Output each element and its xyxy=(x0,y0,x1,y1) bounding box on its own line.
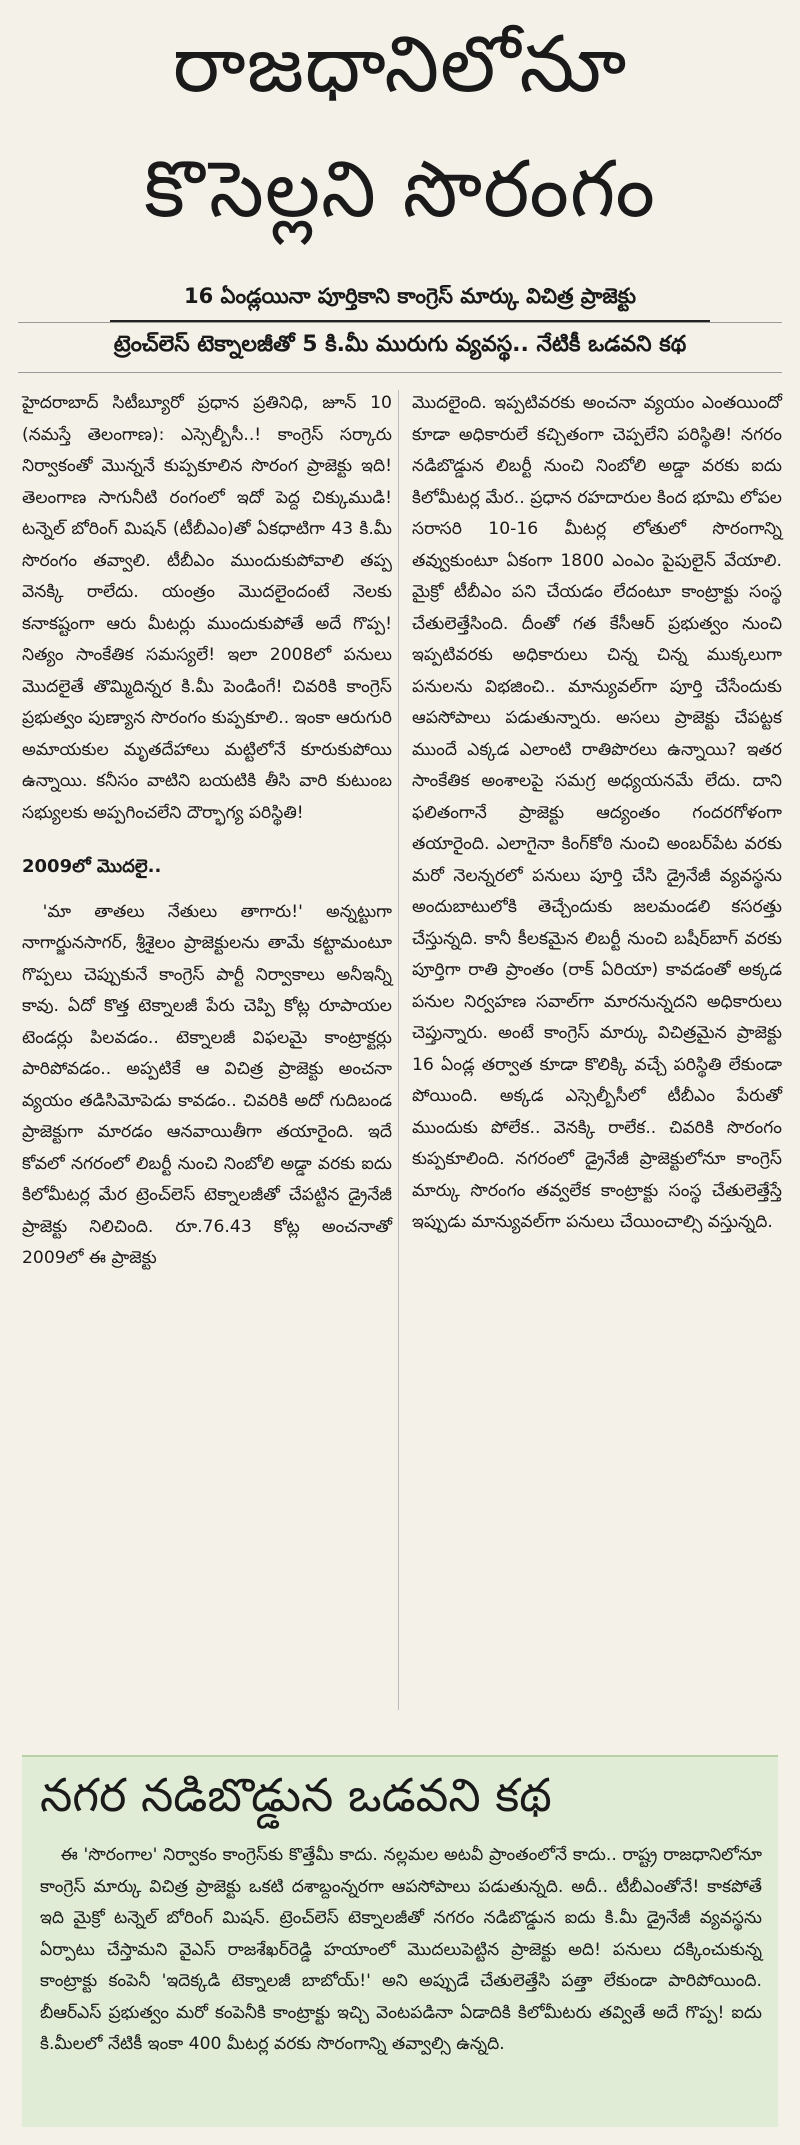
headline xyxy=(0,18,800,238)
sidebar-box-paragraph: ఈ 'సొరంగాల' నిర్వాకం కాంగ్రెస్‌కు కొత్తేమీ కాదు. నల్లమల అటవీ ప్రాంతంలోనే కాదు.. రాష్ట్ర రాజధానిలోనూ కాంగ్రెస్ మార్కు విచిత్ర ప్రాజెక్టు ఒకటి దశాబ్దంన్నరగా ఆపసోపాలు పడుతున్నది. అదీ.. టీబీఎంతోనే! కాకపోతే ఇది మైక్రో టన్నెల్ బోరింగ్ మిషన్. ట్రెంచ్‌లెస్ టెక్నాలజీతో నగరం నడిబొడ్డున ఐదు కి.మీ డ్రైనేజీ వ్యవస్థను ఏర్పాటు చేస్తామని వైఎస్ రాజశేఖర్‌రెడ్డి హయాంలో మొదలుపెట్టిన ప్రాజెక్టు అది! పనులు దక్కించుకున్న కాంట్రాక్టు కంపెనీ 'ఇదెక్కడి టెక్నాలజీ బాబోయ్!' అని అప్పుడే చేతులెత్తేసి పత్తా లేకుండా పారిపోయింది. బీఆర్‌ఎస్ ప్రభుత్వం మరో కంపెనీకి కాంట్రాక్టు ఇచ్చి వెంటపడినా ఏడాదికి కిలోమీటరు తవ్వితే అదే గొప్ప! ఐదు కి.మీలలో నేటికీ ఇంకా 400 మీటర్ల వరకు సొరంగాన్ని తవ్వాల్సి ఉన్నది. xyxy=(40,1845,762,2054)
left-paragraph-1: హైదరాబాద్ సిటీబ్యూరో ప్రధాన ప్రతినిధి, జూన్ 10 (నమస్తే తెలంగాణ): ఎస్సెల్బీసీ..! కాంగ్రెస్ సర్కారు నిర్వాకంతో మొన్ననే కుప్పకూలిన సొరంగ ప్రాజెక్టు ఇది! తెలంగాణ సాగునీటి రంగంలో ఇదో పెద్ద చిక్కుముడి! టన్నెల్ బోరింగ్ మిషన్ (టీబీఎం)తో ఏకధాటిగా 43 కి.మీ సొరంగం తవ్వాలి. టీబీఎం ముందుకుపోవాలి తప్ప వెనక్కి రాలేదు. యంత్రం మొదలైందంటే నెలకు కనాకష్టంగా ఆరు మీటర్లు ముందుకుపోతే అదే గొప్ప! నిత్యం సాంకేతిక సమస్యలే! ఇలా 2008లో పనులు మొదలైతే తొమ్మిదిన్నర కి.మీ పెండింగే! చివరికి కాంగ్రెస్ ప్రభుత్వం పుణ్యాన సొరంగం కుప్పకూలి.. ఇంకా ఆరుగురి అమాయకుల మృతదేహాలు మట్టిలోనే కూరుకుపోయి ఉన్నాయి. కనీసం వాటిని బయటికి తీసి వారి కుటుంబ సభ్యులకు అప్పగించలేని దౌర్భాగ్య పరిస్థితి! xyxy=(22,393,392,823)
headline-line-2: కొసెల్లని సొరంగం xyxy=(144,145,656,235)
article-column-right xyxy=(412,388,782,1239)
article-column-left xyxy=(22,388,392,1275)
headline-line-1: రాజధానిలోనూ xyxy=(172,20,628,110)
divider-deck xyxy=(18,372,782,373)
deck: ట్రెంచ్‌లెస్ టెక్నాలజీతో 5 కి.మీ మురుగు వ్యవస్థ.. నేటికీ ఒడవని కథ xyxy=(113,332,687,357)
divider-top xyxy=(18,322,782,323)
right-paragraph-1: మొదలైంది. ఇప్పటివరకు అంచనా వ్యయం ఎంతయిందో కూడా అధికారులే కచ్చితంగా చెప్పలేని పరిస్థితి! నగరం నడిబొడ్డున లిబర్టీ నుంచి నింబోలి అడ్డా వరకు ఐదు కిలోమీటర్ల మేర.. ప్రధాన రహదారుల కింద భూమి లోపల సరాసరి 10-16 మీటర్ల లోతులో సొరంగాన్ని తవ్వుకుంటూ ఏకంగా 1800 ఎంఎం పైపులైన్ వేయాలి. మైక్రో టీబీఎం పని చేయడం లేదంటూ కాంట్రాక్టు సంస్థ చేతులెత్తేసింది. దీంతో గత కేసీఆర్ ప్రభుత్వం నుంచి ఇప్పటివరకు అధికారులు చిన్న చిన్న ముక్కలుగా పనులను విభజించి.. మాన్యువల్‌గా పూర్తి చేసేందుకు ఆపసోపాలు పడుతున్నారు. అసలు ప్రాజెక్టు చేపట్టక ముందే ఎక్కడ ఎలాంటి రాతిపొరలు ఉన్నాయి? ఇతర సాంకేతిక అంశాలపై సమగ్ర అధ్యయనమే లేదు. దాని ఫలితంగానే ప్రాజెక్టు ఆద్యంతం గందరగోళంగా తయారైంది. ఎలాగైనా కింగ్‌కోఠి నుంచి అంబర్‌పేట వరకు మరో నెలన్నరలో పనులు పూర్తి చేసి డ్రైనేజీ వ్యవస్థను అందుబాటులోకి తెచ్చేందుకు జలమండలి కసరత్తు చేస్తున్నది. కానీ కీలకమైన లిబర్టీ నుంచి బషీర్‌బాగ్ వరకు పూర్తిగా రాతి ప్రాంతం (రాక్ ఏరియా) కావడంతో అక్కడ పనుల నిర్వహణ సవాల్‌గా మారనున్నదని అధికారులు చెప్తున్నారు. అంటే కాంగ్రెస్ మార్కు విచిత్రమైన ప్రాజెక్టు 16 ఏండ్ల తర్వాత కూడా కొలిక్కి వచ్చే పరిస్థితి లేకుండా పోయింది. అక్కడ ఎస్సెల్బీసీలో టీబీఎం పేరుతో ముందుకు పోలేక.. వెనక్కి రాలేక.. చివరికి సొరంగం కుప్పకూలింది. నగరంలో డ్రైనేజీ ప్రాజెక్టులోనూ కాంగ్రెస్ మార్కు సొరంగం తవ్వలేక కాంట్రాక్టు సంస్థ చేతులెత్తేస్తే ఇప్పుడు మాన్యువల్‌గా పనులు చేయించాల్సి వస్తున్నది. xyxy=(412,393,782,1232)
sidebar-box-body xyxy=(40,1840,762,2061)
sidebar-box-title: నగర నడిబొడ్డున ఒడవని కథ xyxy=(40,1768,552,1822)
subheading: 16 ఏండ్లయినా పూర్తికాని కాంగ్రెస్ మార్కు విచిత్ర ప్రాజెక్టు xyxy=(110,284,710,322)
left-paragraph-2: 'మా తాతలు నేతులు తాగారు!' అన్నట్టుగా నాగార్జునసాగర్, శ్రీశైలం ప్రాజెక్టులను తామే కట్టామంటూ గొప్పలు చెప్పుకునే కాంగ్రెస్ పార్టీ నిర్వాకాలు అనీఇన్నీ కావు. ఏదో కొత్త టెక్నాలజీ పేరు చెప్పి కోట్ల రూపాయల టెండర్లు పిలవడం.. టెక్నాలజీ విఫలమై కాంట్రాక్టర్లు పారిపోవడం.. అప్పటికే ఆ విచిత్ర ప్రాజెక్టు అంచనా వ్యయం తడిసిమోపెడు కావడం.. చివరికి అదో గుదిబండ ప్రాజెక్టుగా మారడం ఆనవాయితీగా తయారైంది. ఇదే కోవలో నగరంలో లిబర్టీ నుంచి నింబోలి అడ్డా వరకు ఐదు కిలోమీటర్ల మేర ట్రెంచ్‌లెస్ టెక్నాలజీతో చేపట్టిన డ్రైనేజీ ప్రాజెక్టు నిలిచింది. రూ.76.43 కోట్ల అంచనాతో 2009లో ఈ ప్రాజెక్టు xyxy=(22,901,392,1268)
section-subhead: 2009లో మొదలై.. xyxy=(22,856,162,877)
column-divider xyxy=(398,390,399,1710)
